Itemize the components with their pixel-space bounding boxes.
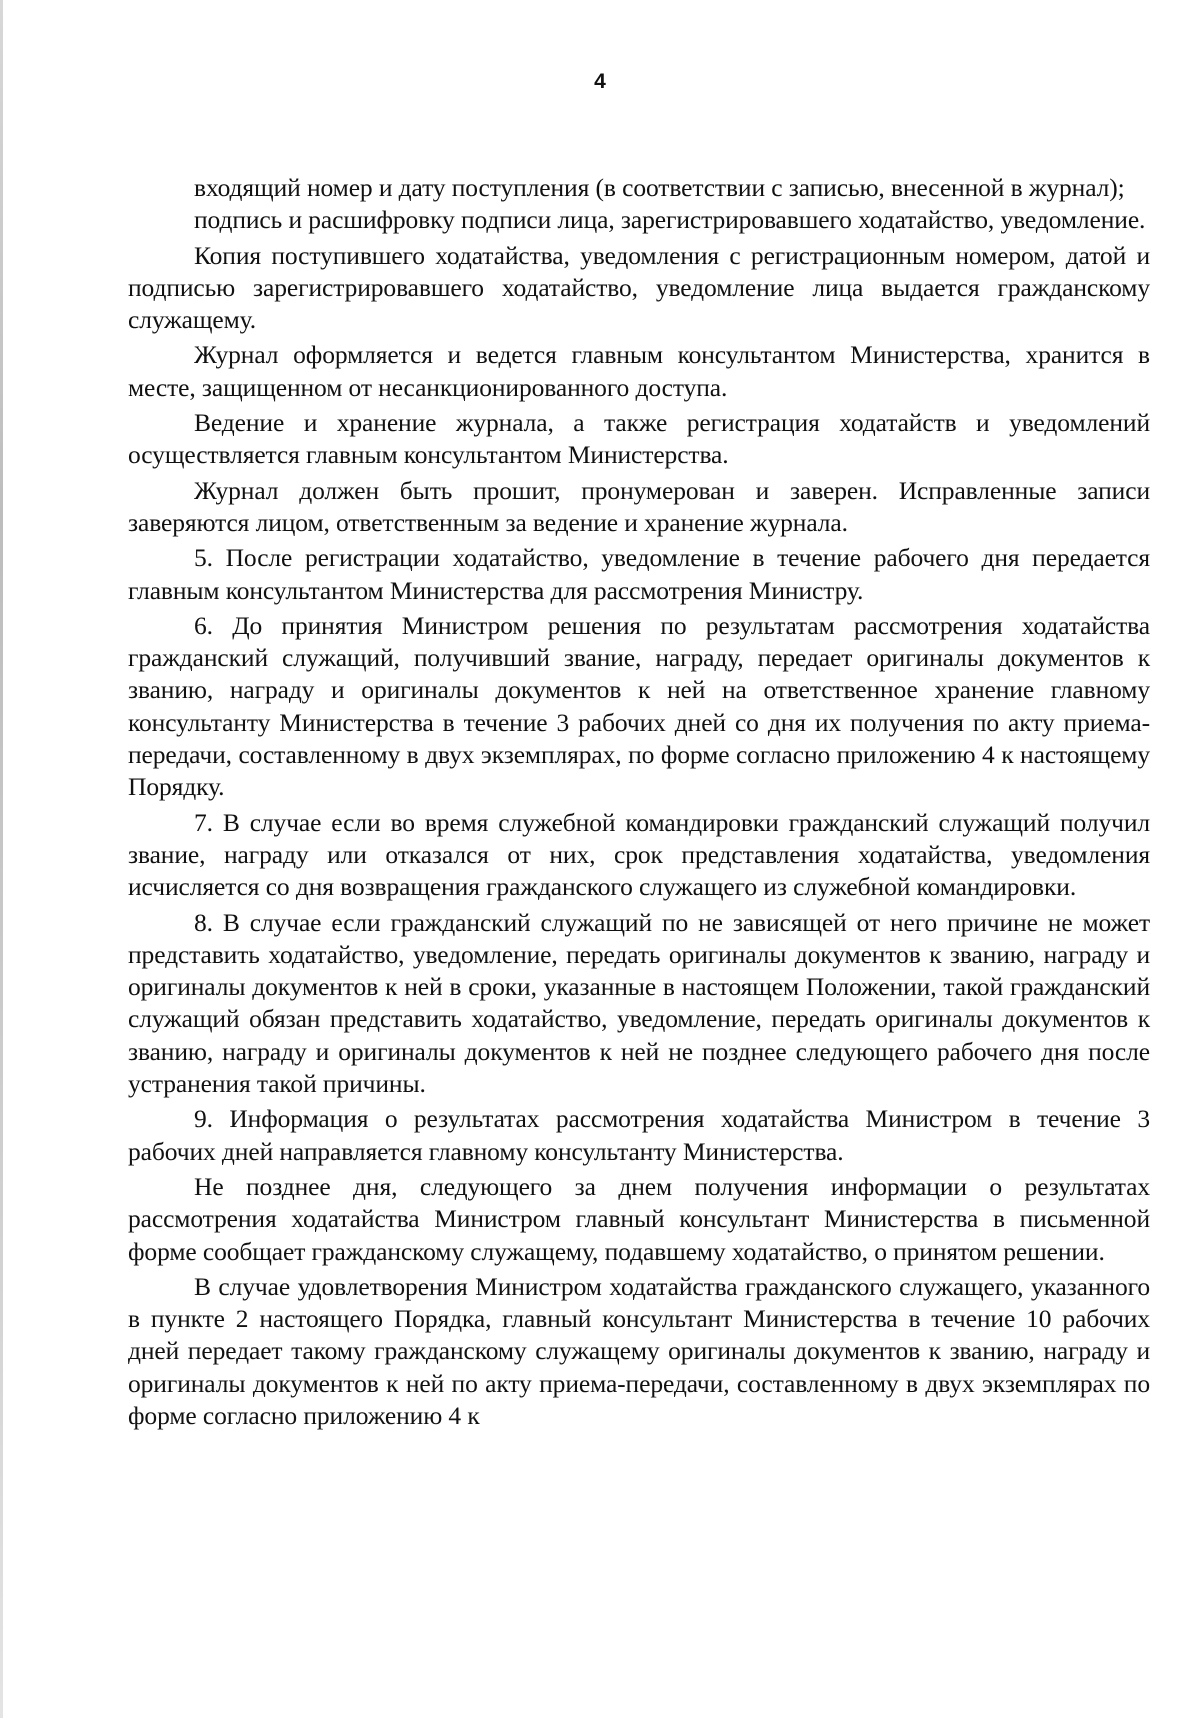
paragraph-notification-decision: Не позднее дня, следующего за днем получения информации о результатах рассмотрения ходатайства Министром главный консультант Министерства в письменной форме сообщает гражданскому служащему, подавшему ходатайство, о принятом решении. (128, 1171, 1150, 1266)
paragraph-item-6: 6. До принятия Министром решения по результатам рассмотрения ходатайства гражданский служащий, получивший звание, награду, передает оригиналы документов к званию, награду и оригиналы документов к ней на ответственное хранение главному консультанту Министерства в течение 3 рабочих дней со дня их получения по акту приема-передачи, составленному в двух экземплярах, по форме согласно приложению 4 к настоящему Порядку. (128, 610, 1150, 802)
document-body (128, 172, 1150, 1432)
paragraph-signature: подпись и расшифровку подписи лица, зарегистрировавшего ходатайство, уведомление. (194, 205, 1146, 235)
paragraph-incoming-number: входящий номер и дату поступления (в соответствии с записью, внесенной в журнал); (194, 173, 1125, 202)
paragraph-satisfaction-case: В случае удовлетворения Министром ходатайства гражданского служащего, указанного в пункте 2 настоящего Порядка, главный консультант Министерства в течение 10 рабочих дней передает такому гражданскому служащему оригиналы документов к званию, награду и оригиналы документов к ней по акту приема-передачи, составленному в двух экземплярах по форме согласно приложению 4 к (128, 1271, 1150, 1430)
scan-edge-shadow (0, 0, 3, 1718)
paragraph-item-5: 5. После регистрации ходатайство, уведомление в течение рабочего дня передается главным консультантом Министерства для рассмотрения Министру. (128, 543, 1150, 605)
page-number: 4 (594, 70, 606, 93)
paragraph-journal-bound: Журнал должен быть прошит, пронумерован и заверен. Исправленные записи заверяются лицом, ответственным за ведение и хранение журнала. (128, 475, 1150, 537)
paragraph-item-9: 9. Информация о результатах рассмотрения ходатайства Министром в течение 3 рабочих дней направляется главному консультанту Министерства. (128, 1104, 1150, 1166)
paragraph-item-7: 7. В случае если во время служебной командировки гражданский служащий получил звание, награду или отказался от них, срок представления ходатайства, уведомления исчисляется со дня возвращения гражданского служащего из служебной командировки. (128, 807, 1150, 902)
paragraph-journal-kept: Журнал оформляется и ведется главным консультантом Министерства, хранится в месте, защищенном от несанкционированного доступа. (128, 340, 1150, 402)
paragraph-item-8: 8. В случае если гражданский служащий по не зависящей от него причине не может представить ходатайство, уведомление, передать оригиналы документов к званию, награду и оригиналы документов к ней в сроки, указанные в настоящем Положении, такой гражданский служащий обязан представить ходатайство, уведомление, передать оригиналы документов к званию, награду и оригиналы документов к ней не позднее следующего рабочего дня после устранения такой причины. (128, 907, 1150, 1099)
paragraph-journal-maintenance: Ведение и хранение журнала, а также регистрация ходатайств и уведомлений осуществляется главным консультантом Министерства. (128, 408, 1150, 470)
paragraph-copy-issued: Копия поступившего ходатайства, уведомления с регистрационным номером, датой и подписью зарегистрировавшего ходатайство, уведомление лица выдается гражданскому служащему. (128, 240, 1150, 335)
